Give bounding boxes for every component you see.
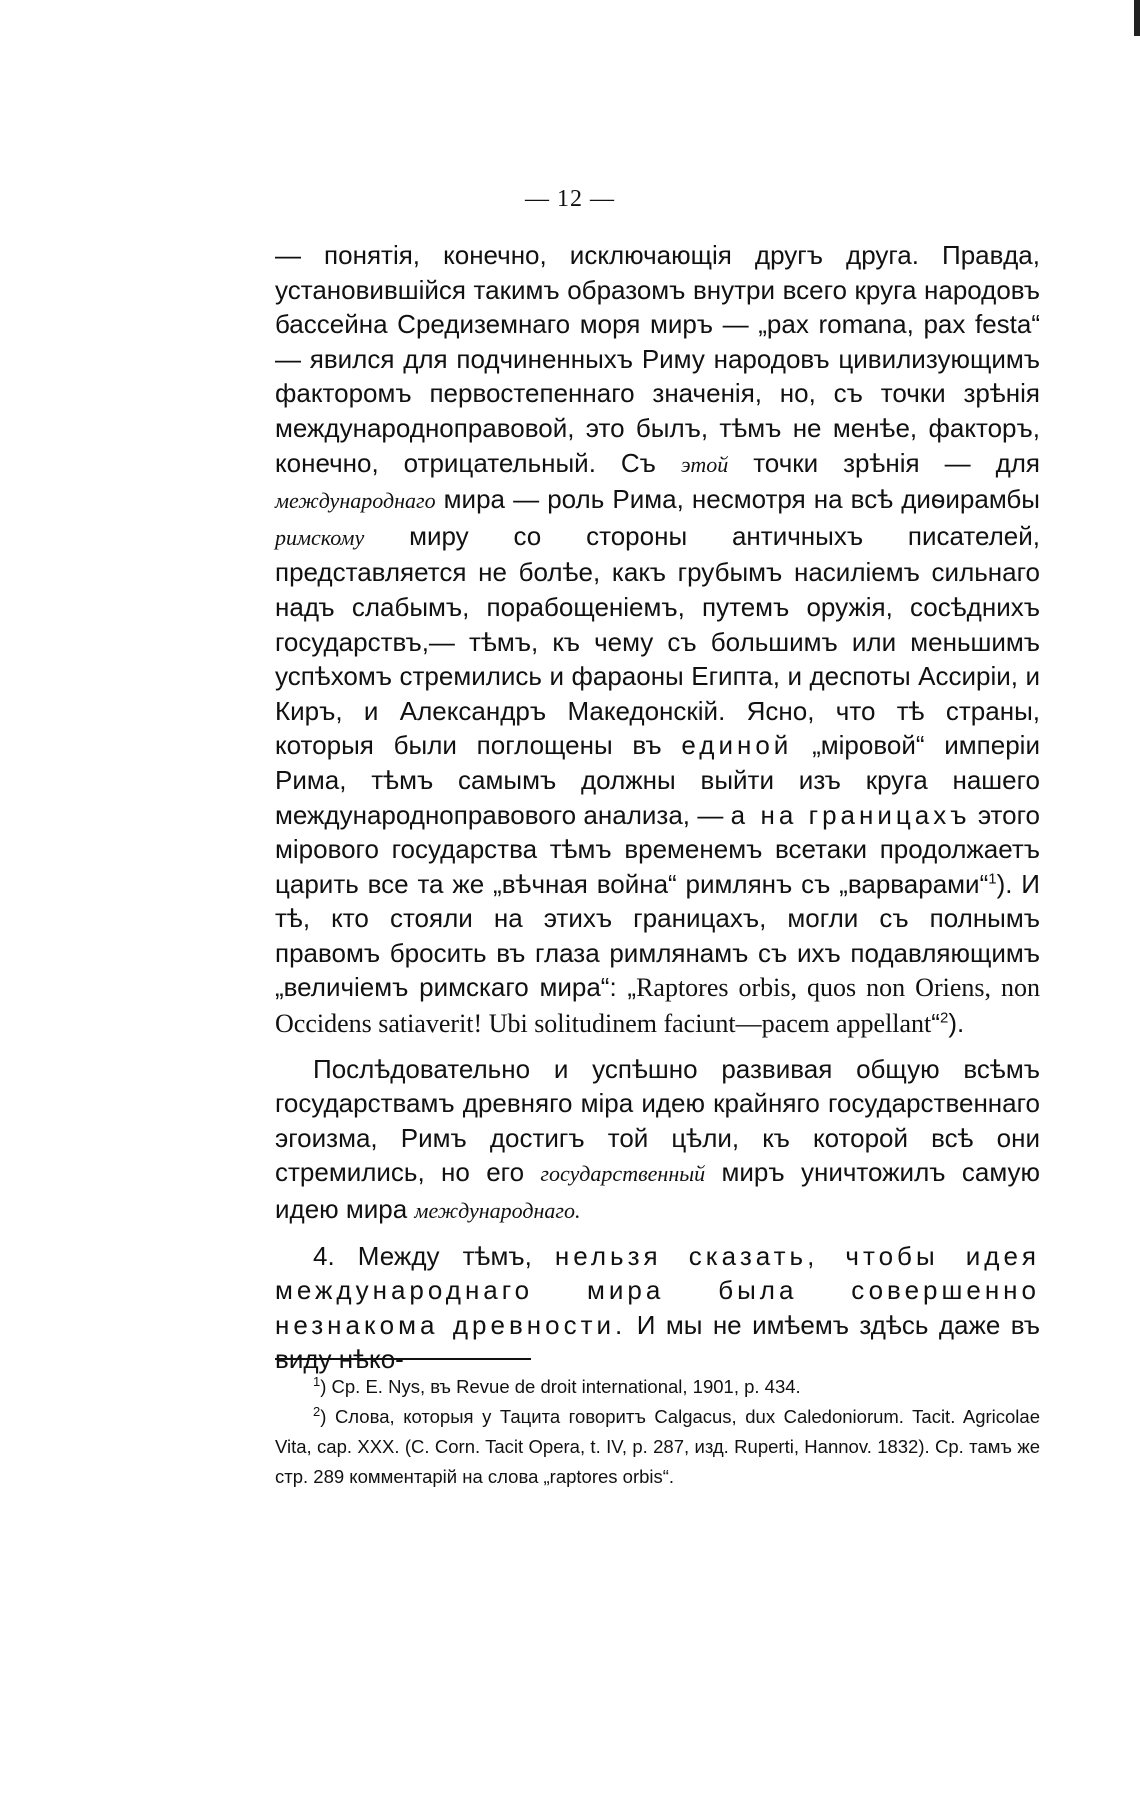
text-run: миръ уничтожилъ самую идею мира [275,1157,1040,1225]
text-run: а на границахъ [730,799,971,830]
text-run: международнаго. [414,1198,581,1224]
footnote-reference: 2 [939,1009,949,1027]
text-run: — понятія, конечно, исключающія другъ друга. Правда, установившійся такимъ образомъ внутри всего круга народовъ бассейна Средиземнаго моря миръ — „pax romana, pax festa“ — явился для подчиненныхъ Риму народовъ цивилизующимъ факторомъ первостепеннаго значенія, но, съ точки зрѣнія международноправовой, это былъ, тѣмъ не менѣе, факторъ, конечно, отрицательный. Съ [275,240,1040,478]
text-run: международнаго [275,488,436,514]
footnote-text: ) Ср. E. Nys, въ Revue de droit international, 1901, p. 434. [320,1376,801,1397]
scan-edge-mark [1134,0,1140,36]
text-run: ). [948,1008,965,1039]
footnote-marker: 2 [313,1403,321,1419]
page-number: — 12 — [525,186,615,212]
footnote-1 [275,1372,1040,1402]
footnotes [275,1372,1040,1492]
text-run: Послѣдовательно и успѣшно развивая общую всѣмъ государствамъ древняго міра идею крайняго государственнаго эгоизма, Римъ достигъ той цѣли, къ которой всѣ они стремились, но его [275,1053,1040,1188]
text-run: И мы не имѣемъ здѣсь даже въ виду нѣко- [275,1309,1040,1375]
paragraph-1 [275,238,1040,1042]
text-run: 4. Между тѣмъ, [313,1240,555,1271]
text-run: Raptores orbis, quos non Oriens, non Occidens satiaverit! Ubi solitudinem faciunt—pacem appellant [275,973,1040,1039]
paragraph-3 [275,1239,1040,1377]
footnote-divider [275,1358,531,1360]
footnote-reference: 1 [988,870,997,888]
text-run: точки зрѣнія — для [728,447,1041,478]
body-text [275,238,1040,1387]
text-run: “ [931,1008,940,1039]
text-run: этой [680,451,729,477]
text-run: „міровой“ имперіи Рима, тѣмъ самымъ должны выйти изъ круга нашего международноправового анализа, — [275,730,1040,830]
footnote-text: ) Слова, которыя у Тацита говоритъ Calgacus, dux Caledoniorum. Tacit. Agricolae Vita, cap. XXX. (C. Corn. Tacit Opera, t. IV, p. 287, изд. Ruperti, Hannov. 1832). Ср. тамъ же стр. 289 комментарій на слова „raptores orbis“. [275,1406,1040,1487]
text-run: государственный [540,1161,706,1187]
text-run: мира — роль Рима, несмотря на всѣ диѳирамбы [435,484,1040,515]
text-run: нельзя сказать, чтобы идея международнаго мира была совершенно незнакома древности. [275,1240,1040,1340]
footnote-2 [275,1402,1040,1492]
text-run: ). И тѣ, кто стояли на этихъ границахъ, могли съ полнымъ правомъ бросить въ глаза римлянамъ съ ихъ подавляющимъ „величіемъ римскаго мира“: „ [275,868,1040,1003]
text-run: единой [681,730,793,761]
footnote-marker: 1 [313,1373,321,1389]
text-run: римскому [275,524,365,550]
paragraph-2 [275,1052,1040,1229]
text-run: миру со стороны античныхъ писателей, представляется не болѣе, какъ грубымъ насиліемъ сильнаго надъ слабымъ, порабощеніемъ, путемъ оружія, сосѣднихъ государствъ,— тѣмъ, къ чему съ большимъ или меньшимъ успѣхомъ стремились и фараоны Египта, и деспоты Ассиріи, и Киръ, и Александръ Македонскій. Ясно, что тѣ страны, которыя были поглощены въ [275,520,1040,761]
text-run: этого мірового государства тѣмъ временемъ всетаки продолжаетъ царить все та же „вѣчная война“ римлянъ съ „варварами“ [275,799,1040,899]
